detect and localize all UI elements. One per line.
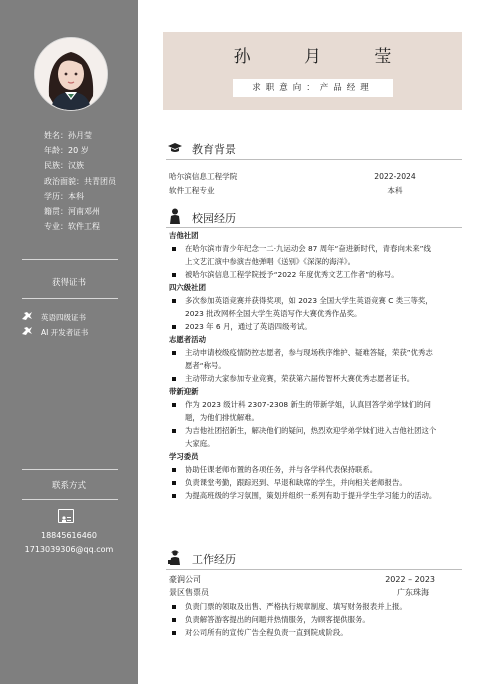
list-item: 对公司所有的宣传广告全程负责一直到院成阶段。 (169, 626, 437, 639)
cert-label: AI 开发者证书 (41, 327, 89, 337)
work-list (169, 600, 437, 639)
school-period: 2022-2024 (374, 172, 416, 181)
group-title: 带新迎新 (169, 387, 199, 396)
divider (166, 159, 462, 160)
group-title: 吉他社团 (169, 231, 199, 240)
divider (22, 469, 118, 470)
job-intent: 求职意向：产品经理 (233, 79, 393, 97)
location: 广东珠海 (397, 588, 429, 597)
list-item: 作为 2023 级计科 2307-2308 新生的带新学姐，认真回答学弟学妹们的问题，为他们排忧解难。 (169, 398, 437, 424)
profile-photo (34, 37, 108, 111)
list-item: 负责门票的领取及出售、严格执行规章制度、填写财务报表并上报。 (169, 600, 437, 613)
info-degree: 学历：本科 (44, 191, 84, 201)
degree: 本科 (387, 186, 403, 195)
certificate-icon (21, 326, 35, 338)
list-item: 协助任课老师布置的各项任务，并与各学科代表保持联系。 (169, 463, 437, 476)
info-name: 姓名：孙月莹 (44, 131, 92, 140)
list-item: 为提高班级的学习氛围，策划并组织一系列有助于提升学生学习能力的活动。 (169, 489, 437, 502)
contact-card-icon (58, 509, 74, 523)
school: 哈尔滨信息工程学院 (169, 172, 238, 181)
certs-title: 获得证书 (51, 278, 86, 288)
name-banner (163, 32, 462, 110)
group-title: 四六级社团 (169, 283, 206, 292)
personal-info (0, 128, 138, 234)
phone: 18845616460 (41, 531, 97, 540)
cert-item (21, 326, 88, 338)
info-politics: 政治面貌：共青团员 (44, 176, 116, 186)
divider (166, 569, 462, 570)
list-item: 负责课堂考勤，跟踪迟到、早退和缺席的学生，并向相关老师报告。 (169, 476, 437, 489)
contact-title: 联系方式 (51, 481, 86, 491)
info-age: 年龄：20 岁 (44, 146, 89, 156)
group-title: 志愿者活动 (169, 335, 206, 344)
worker-icon (166, 549, 184, 568)
education-title: 教育背景 (192, 143, 236, 156)
major: 软件工程专业 (169, 186, 215, 195)
divider (22, 259, 118, 260)
group-title: 学习委员 (169, 452, 199, 461)
divider (22, 499, 118, 500)
work-title: 工作经历 (192, 552, 236, 566)
list-item: 被哈尔滨信息工程学院授予“2022 年度优秀文艺工作者”的称号。 (169, 268, 437, 281)
graduation-cap-icon (166, 142, 184, 157)
education-header (166, 141, 236, 157)
full-name: 孙 月 莹 (233, 47, 416, 67)
list-item: 在哈尔滨市青少年纪念一二·九运动会 87 周年“奋进新时代，青春向未来”线上文艺汇演中参演吉他弹唱《送别》《深深的海洋》。 (169, 242, 437, 268)
campus-header (166, 208, 236, 227)
list-item: 负责解答游客提出的问题并热情服务，为顾客提供服务。 (169, 613, 437, 626)
info-major: 专业：软件工程 (44, 222, 100, 232)
info-hometown: 籍贯：河南邓州 (44, 207, 100, 217)
person-icon (166, 208, 184, 227)
sidebar (0, 0, 138, 684)
campus-title: 校园经历 (192, 211, 236, 225)
campus-list (169, 229, 437, 502)
role: 景区售票员 (169, 588, 209, 597)
list-item: 为吉他社团招新生，解决他们的疑问，热烈欢迎学弟学妹们进入吉他社团这个大家庭。 (169, 424, 437, 450)
divider (22, 298, 118, 299)
info-ethnicity: 民族：汉族 (44, 161, 84, 171)
list-item: 2023 年 6 月，通过了英语四级考试。 (169, 320, 437, 333)
list-item: 主动带动大家参加专业竞赛，荣获第六届传智杯大赛优秀志愿者证书。 (169, 372, 437, 385)
work-header (166, 549, 236, 568)
company: 豪润公司 (169, 575, 201, 584)
cert-item (21, 311, 86, 323)
cert-label: 英语四级证书 (41, 312, 86, 322)
work-period: 2022 – 2023 (385, 575, 435, 584)
certificate-icon (21, 311, 35, 323)
list-item: 多次参加英语竞赛并获得奖项，如 2023 全国大学生英语竞赛 C 类三等奖，2023 批改网杯全国大学生英语写作大赛优秀作品奖。 (169, 294, 437, 320)
divider (166, 227, 462, 228)
list-item: 主动申请校级疫情防控志愿者，参与现场秩序维护、疑难答疑，荣获”优秀志愿者“称号。 (169, 346, 437, 372)
email: 1713039306@qq.com (24, 545, 114, 554)
